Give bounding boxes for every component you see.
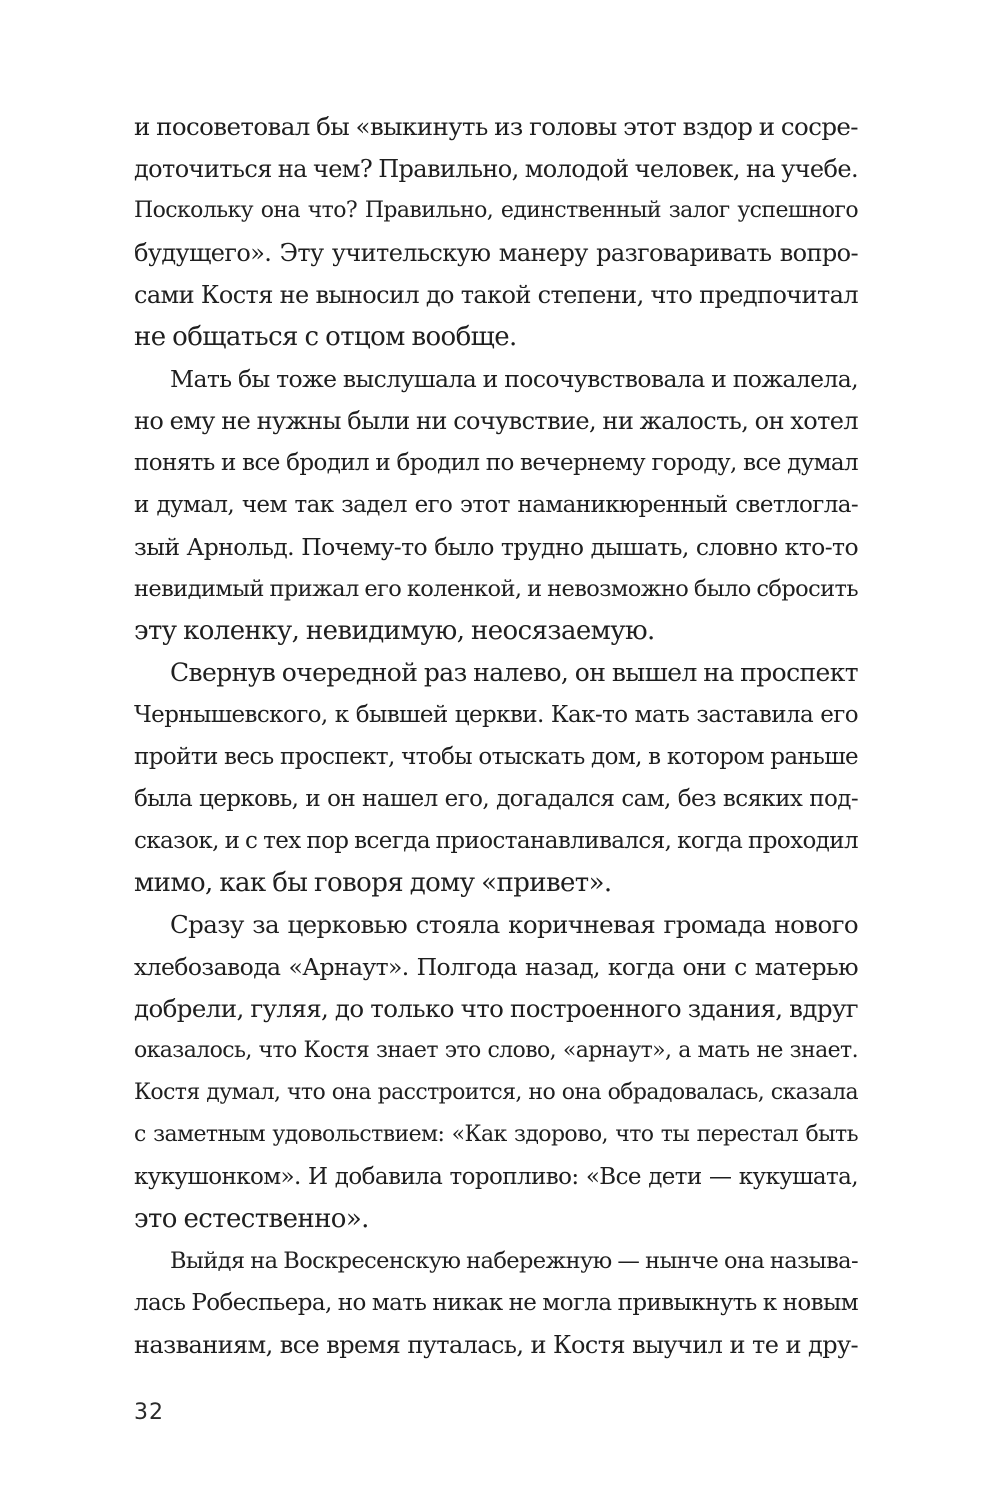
- text-line: хлебозавода «Арнаут». Полгода назад, когда они с матерью: [134, 953, 858, 981]
- text-line: добрели, гуляя, до только что построенного здания, вдруг: [134, 994, 858, 1023]
- text-line: понять и все бродил и бродил по вечернему городу, все думал: [134, 450, 858, 476]
- text-line: Костя думал, что она расстроится, но она обрадовалась, сказала: [134, 1080, 858, 1105]
- text-line: Свернув очередной раз налево, он вышел на проспект: [170, 658, 858, 687]
- text-line: пройти весь проспект, чтобы отыскать дом, в котором раньше: [134, 744, 858, 770]
- text-line: зый Арнольд. Почему-то было трудно дышать, словно кто-то: [134, 533, 858, 561]
- text-line: была церковь, и он нашел его, догадался сам, без всяких под-: [134, 786, 858, 812]
- text-line: оказалось, что Костя знает это слово, «арнаут», а мать не знает.: [134, 1038, 858, 1063]
- text-line: Сразу за церковью стояла коричневая громада нового: [170, 910, 858, 939]
- text-line: доточиться на чем? Правильно, молодой человек, на учебе.: [134, 155, 858, 183]
- text-line: лась Робеспьера, но мать никак не могла привыкнуть к новым: [134, 1290, 858, 1316]
- body-text: [134, 106, 858, 1366]
- text-line: Мать бы тоже выслушала и посочувствовала и пожалела,: [170, 365, 858, 393]
- text-line: названиям, все время путалась, и Костя выучил и те и дру-: [134, 1331, 858, 1359]
- text-line: с заметным удовольствием: «Как здорово, что ты перестал быть: [134, 1122, 858, 1147]
- text-line: не общаться с отцом вообще.: [134, 322, 517, 352]
- text-line: мимо, как бы говоря дому «привет».: [134, 868, 612, 898]
- text-line: Поскольку она что? Правильно, единственный залог успешного: [134, 198, 858, 223]
- text-line: кукушонком». И добавила торопливо: «Все дети — кукушата,: [134, 1164, 858, 1190]
- text-line: будущего». Эту учительскую манеру разговаривать вопро-: [134, 239, 858, 267]
- page-number: 32: [134, 1400, 164, 1425]
- text-line: невидимый прижал его коленкой, и невозможно было сбросить: [134, 576, 858, 602]
- text-line: и думал, чем так задел его этот наманикюренный светлогла-: [134, 492, 858, 518]
- text-line: сами Костя не выносил до такой степени, что предпочитал: [134, 281, 858, 309]
- text-line: Выйдя на Воскресенскую набережную — нынче она называ-: [170, 1248, 858, 1274]
- text-line: это естественно».: [134, 1204, 369, 1234]
- text-line: сказок, и с тех пор всегда приостанавливался, когда проходил: [134, 828, 858, 854]
- text-line: но ему не нужны были ни сочувствие, ни жалость, он хотел: [134, 407, 858, 435]
- text-line: Чернышевского, к бывшей церкви. Как-то мать заставила его: [134, 702, 858, 728]
- text-line: и посоветовал бы «выкинуть из головы этот вздор и сосре-: [134, 112, 858, 141]
- text-line: эту коленку, невидимую, неосязаемую.: [134, 616, 655, 646]
